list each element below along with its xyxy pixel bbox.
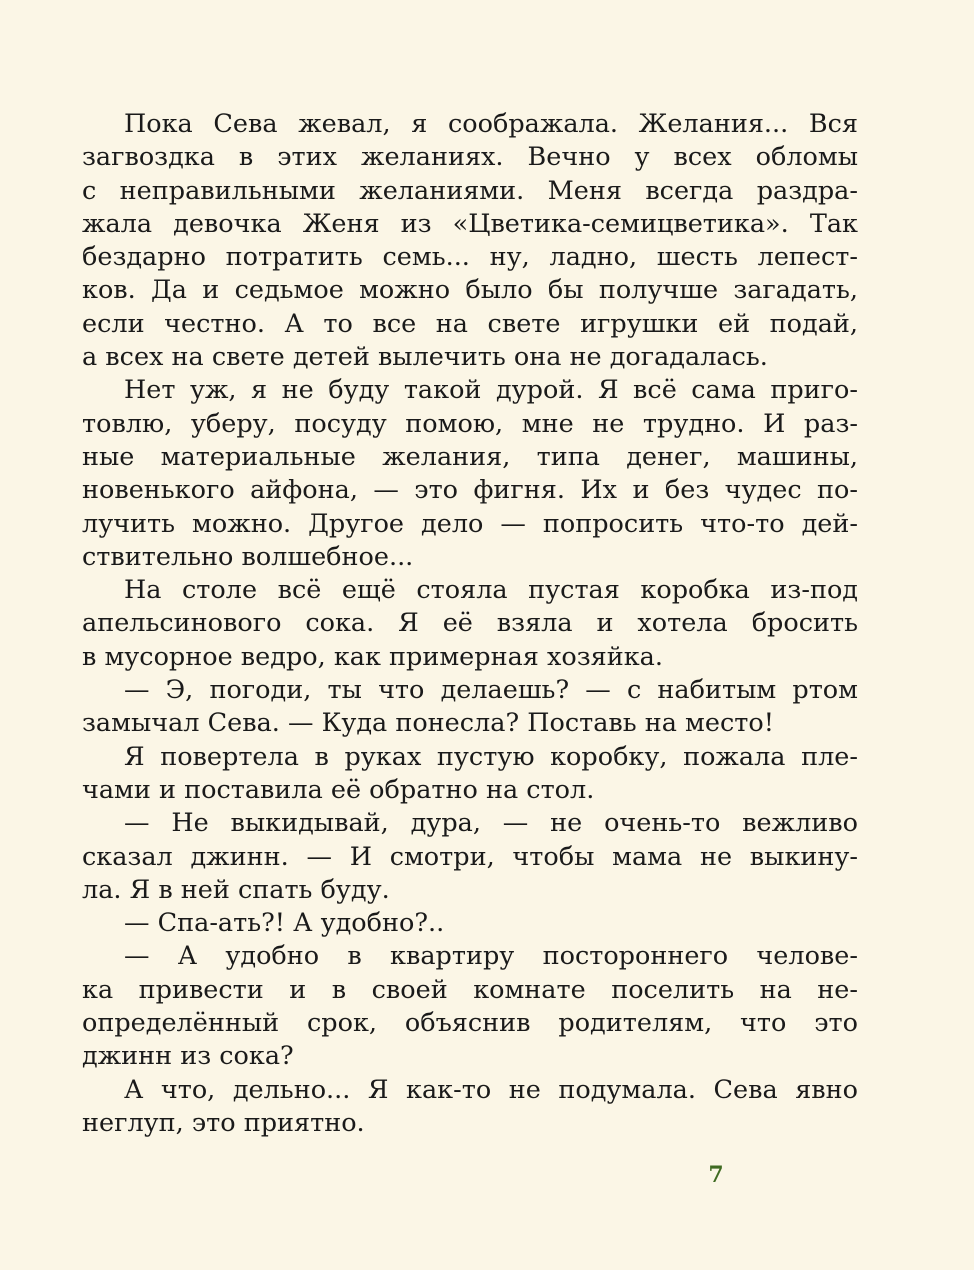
text-line: На столе всё ещё стояла пустая коробка из-под — [124, 575, 858, 606]
text-line: товлю, уберу, посуду помою, мне не трудно. И раз- — [82, 408, 858, 439]
text-line: чами и поставила её обратно на стол. — [82, 774, 595, 805]
text-line: ка привести и в своей комнате поселить на не- — [82, 974, 858, 1005]
text-line: загвоздка в этих желаниях. Вечно у всех обломы — [82, 142, 858, 173]
text-line: ные материальные желания, типа денег, машины, — [82, 441, 858, 472]
text-line: Я повертела в руках пустую коробку, пожала пле- — [124, 741, 858, 772]
text-line: жала девочка Женя из «Цветика-семицветика». Так — [82, 208, 858, 239]
text-line: новенького айфона, — это фигня. Их и без чудес по- — [82, 475, 858, 506]
page-number: 7 — [708, 1162, 724, 1188]
text-line: — Спа-ать?! А удобно?.. — [124, 908, 445, 939]
text-line: ствительно волшебное... — [82, 541, 414, 572]
text-line: — А удобно в квартиру постороннего челове- — [124, 941, 858, 972]
text-line: сказал джинн. — И смотри, чтобы мама не выкину- — [82, 841, 858, 872]
text-line: А что, дельно... Я как-то не подумала. Сева явно — [124, 1074, 858, 1105]
text-line: — Не выкидывай, дура, — не очень-то вежливо — [124, 808, 858, 839]
text-line: джинн из сока? — [82, 1041, 294, 1072]
text-line: Нет уж, я не буду такой дурой. Я всё сама приго- — [124, 375, 858, 406]
text-line: лучить можно. Другое дело — попросить что-то дей- — [82, 508, 858, 539]
text-line: ков. Да и седьмое можно было бы получше загадать, — [82, 275, 858, 306]
text-line: неглуп, это приятно. — [82, 1107, 365, 1138]
text-line: апельсинового сока. Я её взяла и хотела бросить — [82, 608, 858, 639]
text-line: — Э, погоди, ты что делаешь? — с набитым ртом — [124, 675, 858, 706]
text-line: в мусорное ведро, как примерная хозяйка. — [82, 641, 663, 672]
text-line: Пока Сева жевал, я соображала. Желания... Вся — [124, 109, 858, 139]
text-line: бездарно потратить семь... ну, ладно, шесть лепест- — [82, 242, 858, 273]
text-line: если честно. А то все на свете игрушки ей подай, — [82, 308, 858, 339]
text-line: ла. Я в ней спать буду. — [82, 874, 390, 905]
page-text — [82, 108, 858, 1140]
text-line: а всех на свете детей вылечить она не догадалась. — [82, 342, 768, 373]
text-line: с неправильными желаниями. Меня всегда раздра- — [82, 175, 858, 206]
text-line: определённый срок, объяснив родителям, что это — [82, 1008, 858, 1039]
text-line: замычал Сева. — Куда понесла? Поставь на место! — [82, 708, 774, 739]
